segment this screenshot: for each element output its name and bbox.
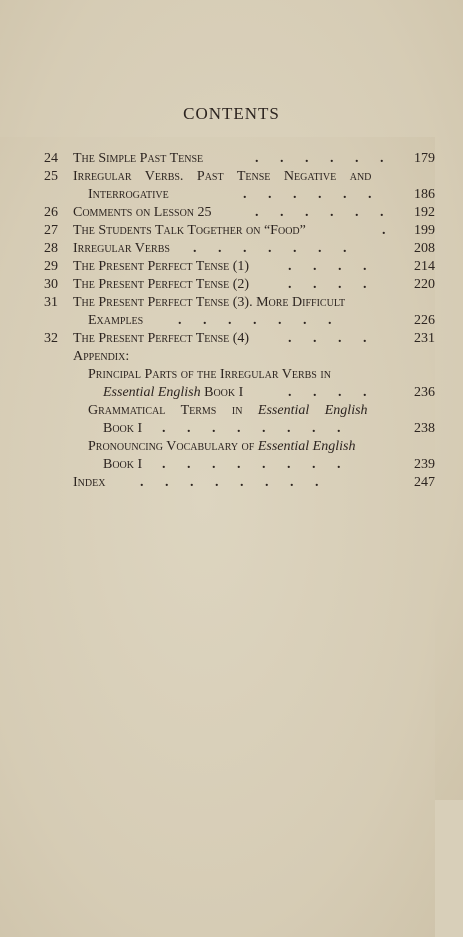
appendix-title bbox=[88, 403, 368, 419]
dot-leader: . . . . . . bbox=[255, 151, 393, 166]
appendix-entry bbox=[0, 367, 463, 385]
lesson-number: 27 bbox=[44, 223, 58, 238]
page-number: 199 bbox=[414, 223, 435, 238]
lesson-title: The Students Talk Together on “Food” bbox=[73, 223, 306, 238]
appendix-title-text: Pronouncing Vocabulary of bbox=[88, 439, 258, 454]
page-number: 192 bbox=[414, 205, 435, 220]
page-number: 238 bbox=[414, 421, 435, 436]
appendix-entry bbox=[0, 403, 463, 421]
page-number: 239 bbox=[414, 457, 435, 472]
lesson-number: 28 bbox=[44, 241, 58, 256]
lesson-title: Irregular Verbs bbox=[73, 241, 170, 256]
toc-entry bbox=[0, 151, 463, 169]
dot-leader: . . . . . . bbox=[243, 187, 381, 202]
table-of-contents bbox=[0, 151, 463, 493]
lesson-number: 24 bbox=[44, 151, 58, 166]
lesson-title: The Present Perfect Tense (3). More Difficult bbox=[73, 295, 346, 310]
appendix-entry-continuation bbox=[0, 385, 463, 403]
dot-leader: . . . . bbox=[288, 331, 376, 346]
dot-leader: . . . . . . . bbox=[178, 313, 341, 328]
appendix-entry bbox=[0, 439, 463, 457]
dot-leader: . . . . . . . . bbox=[162, 421, 350, 436]
dot-leader: . bbox=[382, 223, 395, 238]
lesson-title: The Present Perfect Tense (4) bbox=[73, 331, 250, 346]
lesson-title: The Simple Past Tense bbox=[73, 151, 204, 166]
dot-leader: . . . . . . . bbox=[193, 241, 356, 256]
toc-entry bbox=[0, 169, 463, 187]
page-number: 214 bbox=[414, 259, 435, 274]
toc-entry bbox=[0, 205, 463, 223]
appendix-title bbox=[88, 439, 355, 455]
dot-leader: . . . . . . bbox=[255, 205, 393, 220]
page-number: 220 bbox=[414, 277, 435, 292]
appendix-title-text: Grammatical Terms in bbox=[88, 403, 258, 418]
page-number: 208 bbox=[414, 241, 435, 256]
page-number: 231 bbox=[414, 331, 435, 346]
dot-leader: . . . . bbox=[288, 259, 376, 274]
toc-entry bbox=[0, 241, 463, 259]
toc-entry-continuation bbox=[0, 313, 463, 331]
toc-entry-continuation bbox=[0, 187, 463, 205]
toc-entry bbox=[0, 475, 463, 493]
page-title: CONTENTS bbox=[183, 104, 280, 123]
appendix-entry-continuation bbox=[0, 421, 463, 439]
appendix-title: Principal Parts of the Irregular Verbs in bbox=[88, 367, 331, 382]
book-suffix: Book I bbox=[200, 385, 244, 400]
appendix-entry-continuation bbox=[0, 457, 463, 475]
toc-entry bbox=[0, 223, 463, 241]
dot-leader: . . . . bbox=[288, 277, 376, 292]
book-title: Essential English bbox=[257, 439, 356, 454]
lesson-number: 30 bbox=[44, 277, 58, 292]
dot-leader: . . . . . . . . bbox=[140, 475, 328, 490]
dot-leader: . . . . bbox=[288, 385, 376, 400]
appendix-heading-row bbox=[0, 349, 463, 367]
appendix-title-line2 bbox=[103, 385, 243, 401]
toc-entry bbox=[0, 259, 463, 277]
page-number: 179 bbox=[414, 151, 435, 166]
lesson-number: 25 bbox=[44, 169, 58, 184]
lesson-number: 29 bbox=[44, 259, 58, 274]
dot-leader: . . . . . . . . bbox=[162, 457, 350, 472]
page-number: 247 bbox=[414, 475, 435, 490]
toc-entry bbox=[0, 331, 463, 349]
index-label: Index bbox=[73, 475, 106, 490]
lesson-title: Comments on Lesson 25 bbox=[73, 205, 212, 220]
lesson-title-line2: Interrogative bbox=[88, 187, 169, 202]
page-number: 236 bbox=[414, 385, 435, 400]
appendix-title-line2: Book I bbox=[103, 421, 143, 436]
lesson-title: Irregular Verbs. Past Tense Negative and bbox=[73, 169, 372, 184]
toc-entry bbox=[0, 295, 463, 313]
page-number: 226 bbox=[414, 313, 435, 328]
page-number: 186 bbox=[414, 187, 435, 202]
lesson-number: 26 bbox=[44, 205, 58, 220]
book-title: Essential English bbox=[257, 403, 368, 418]
lesson-title: The Present Perfect Tense (2) bbox=[73, 277, 250, 292]
lesson-title-line2: Examples bbox=[88, 313, 144, 328]
lesson-title: The Present Perfect Tense (1) bbox=[73, 259, 250, 274]
appendix-label: Appendix: bbox=[73, 349, 130, 364]
toc-entry bbox=[0, 277, 463, 295]
appendix-title-line2: Book I bbox=[103, 457, 143, 472]
lesson-number: 31 bbox=[44, 295, 58, 310]
book-title: Essential English bbox=[103, 385, 201, 400]
lesson-number: 32 bbox=[44, 331, 58, 346]
